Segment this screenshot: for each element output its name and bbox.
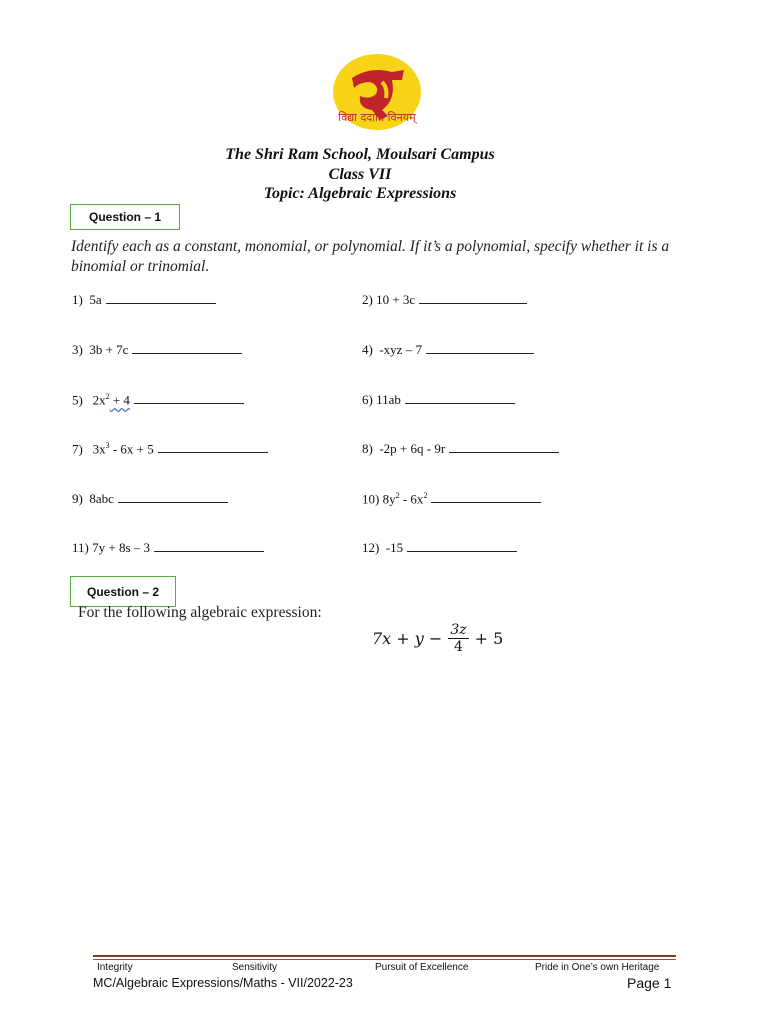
footer-value-excellence: Pursuit of Excellence [375,962,469,973]
q1-item-12: 12) -15 [362,540,517,556]
q1-item-1: 1) 5a [72,292,216,308]
answer-blank[interactable] [449,451,559,453]
topic-label: Topic: Algebraic Expressions [263,185,457,202]
answer-blank[interactable] [158,451,268,453]
algebraic-expression [372,622,503,655]
expr-tail: + 5 [474,629,504,648]
answer-blank[interactable] [132,352,242,354]
fraction-denominator: 4 [454,639,463,655]
answer-blank[interactable] [426,352,534,354]
fraction-numerator: 3z [450,622,467,638]
footer-value-integrity: Integrity [97,962,133,973]
answer-blank[interactable] [154,550,264,552]
page-number: Page 1 [627,975,672,991]
logo-motto: विद्या ददाति विनयम् [338,111,416,124]
question-1-label: Question – 1 [70,204,180,230]
answer-blank[interactable] [118,501,228,503]
q1-item-10: 10) $8y^2 - 6x^2$ [362,491,541,507]
q1-item-5: 5) $2x^2 + 4$ [72,392,244,408]
question-1-instruction: Identify each as a constant, monomial, or polynomial. If it’s a polynomial, specify whether it is a binomial or trinomial. [71,238,670,275]
q1-item-6: 6) 11ab [362,392,515,408]
answer-blank[interactable] [419,302,527,304]
q1-item-9: 9) 8abc [72,491,228,507]
document-id: MC/Algebraic Expressions/Maths - VII/2022-23 [93,976,353,990]
answer-blank[interactable] [407,550,517,552]
footer-value-heritage: Pride in One’s own Heritage [535,962,660,973]
answer-blank[interactable] [106,302,216,304]
question-2-label: Question – 2 [70,576,176,607]
q1-item-3: 3) 3b + 7c [72,342,242,358]
q1-item-8: 8) -2p + 6q - 9r [362,441,559,457]
footer-rule [93,955,676,962]
class-label: Class VII [328,166,392,183]
answer-blank[interactable] [405,402,515,404]
q1-item-11: 11) 7y + 8s – 3 [72,540,264,556]
answer-blank[interactable] [134,402,244,404]
question-2-text: For the following algebraic expression: [78,604,322,621]
footer-value-sensitivity: Sensitivity [232,962,278,973]
q1-item-4: 4) -xyz – 7 [362,342,534,358]
school-name: The Shri Ram School, Moulsari Campus [225,146,495,163]
q1-item-2: 2) 10 + 3c [362,292,527,308]
q1-item-7: 7) $3x^3 - 6x + 5$ [72,441,268,457]
expr-lead: 7x + y − [372,629,443,648]
answer-blank[interactable] [431,501,541,503]
